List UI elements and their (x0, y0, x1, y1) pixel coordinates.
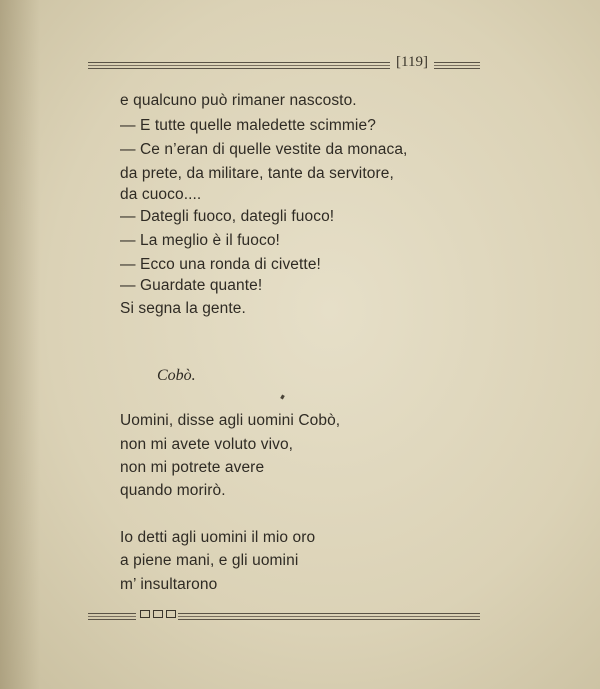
footer-rule-left (88, 613, 136, 620)
prose-line: — Ce n’eran di quelle vestite da monaca, (120, 141, 408, 158)
header-rule-left (88, 62, 390, 69)
poem-line: a piene mani, e gli uomini (120, 552, 299, 569)
prose-line: — La meglio è il fuoco! (120, 232, 280, 249)
header-rule-right (434, 62, 480, 69)
prose-line: — Ecco una ronda di civette! (120, 256, 321, 273)
ornament-box (153, 610, 163, 618)
prose-line: e qualcuno può rimaner nascosto. (120, 92, 357, 109)
ornament-box (166, 610, 176, 618)
page-gutter-shadow (0, 0, 40, 689)
poem-line: m’ insultarono (120, 576, 218, 593)
poem-line: non mi avete voluto vivo, (120, 436, 294, 453)
prose-line: da prete, da militare, tante da servitore, (120, 165, 394, 182)
prose-line: — E tutte quelle maledette scimmie? (120, 117, 376, 134)
prose-line: da cuoco.... (120, 186, 202, 203)
poem-line: quando morirò. (120, 482, 226, 499)
poem-line: non mi potrete avere (120, 459, 265, 476)
ink-mark (280, 395, 285, 400)
poem-line: Io detti agli uomini il mio oro (120, 529, 316, 546)
footer-ornament (140, 610, 176, 618)
prose-line: — Dategli fuoco, dategli fuoco! (120, 208, 335, 225)
ornament-box (140, 610, 150, 618)
prose-line: — Guardate quante! (120, 277, 263, 294)
page-number: [119] (396, 54, 428, 70)
prose-line: Si segna la gente. (120, 300, 246, 317)
section-title: Cobò. (157, 367, 196, 384)
footer-rule-right (178, 613, 480, 620)
poem-line: Uomini, disse agli uomini Cobò, (120, 412, 341, 429)
